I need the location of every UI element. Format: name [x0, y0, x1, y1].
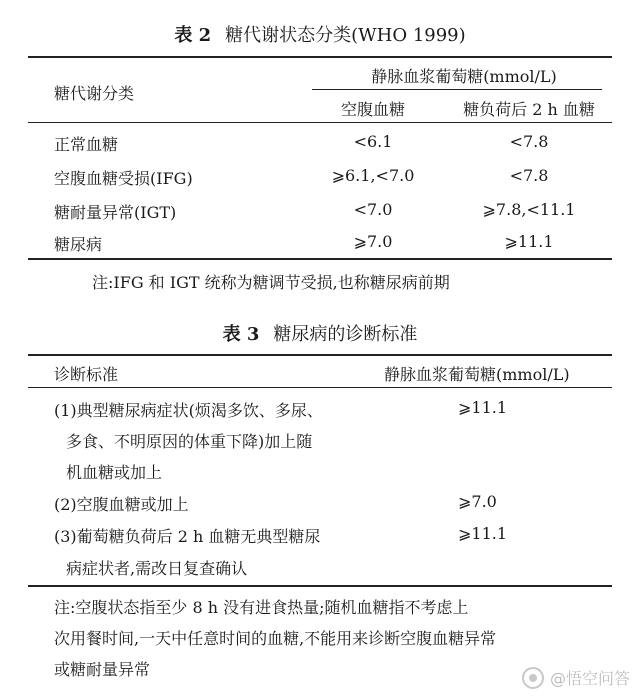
post-load-value: <7.8 [509, 166, 549, 185]
table2-title [0, 21, 640, 47]
watermark [522, 666, 630, 689]
fasting-value: <6.1 [353, 132, 393, 151]
table2-header-group: 静脉血浆葡萄糖(mmol/L) [371, 67, 557, 86]
fasting-value: ⩾6.1,<7.0 [331, 166, 415, 185]
table3-title-text: 糖尿病的诊断标准 [273, 324, 418, 345]
table3-title [0, 320, 640, 346]
glucose-threshold: ⩾7.0 [458, 492, 497, 511]
table2-header-post: 糖负荷后 2 h 血糖 [463, 100, 595, 119]
table2-group-rule [312, 89, 602, 90]
criteria-line: 病症状者,需改日复查确认 [66, 559, 248, 578]
table3-bottom-rule [28, 585, 612, 587]
watermark-text: @悟空问答 [549, 669, 630, 688]
table2-note: 注:IFG 和 IGT 统称为糖调节受损,也称糖尿病前期 [92, 273, 450, 292]
post-load-value: ⩾7.8,<11.1 [482, 200, 576, 219]
table2-header-rule [28, 122, 612, 123]
glucose-threshold: ⩾11.1 [458, 398, 508, 417]
post-load-value: ⩾11.1 [504, 232, 554, 251]
criteria-line: 多食、不明原因的体重下降)加上随 [66, 432, 313, 451]
table3-number: 表 3 [222, 324, 260, 345]
criteria-line: 机血糖或加上 [66, 463, 163, 482]
wukong-logo-icon [522, 667, 544, 689]
criteria-line: (3)葡萄糖负荷后 2 h 血糖无典型糖尿 [54, 527, 321, 546]
table2-header-category: 糖代谢分类 [54, 84, 135, 103]
table2-title-text: 糖代谢状态分类(WHO 1999) [225, 25, 466, 46]
table2-top-rule [28, 56, 612, 58]
table3-top-rule [28, 354, 612, 356]
post-load-value: <7.8 [509, 132, 549, 151]
glucose-threshold: ⩾11.1 [458, 524, 508, 543]
table3-note-line: 注:空腹状态指至少 8 h 没有进食热量;随机血糖指不考虑上 [54, 598, 469, 617]
criteria-line: (2)空腹血糖或加上 [54, 495, 189, 514]
table3-header-criteria: 诊断标准 [54, 365, 119, 384]
table3-header-value: 静脉血浆葡萄糖(mmol/L) [384, 365, 570, 384]
fasting-value: ⩾7.0 [353, 232, 393, 251]
criteria-line: (1)典型糖尿病症状(烦渴多饮、多尿、 [54, 401, 323, 420]
table3-note-line: 或糖耐量异常 [54, 660, 151, 679]
row-label: 糖尿病 [54, 235, 103, 254]
row-label: 空腹血糖受损(IFG) [54, 169, 193, 188]
table2-bottom-rule [28, 258, 612, 260]
table2-number: 表 2 [174, 25, 212, 46]
fasting-value: <7.0 [353, 200, 393, 219]
table3-note-line: 次用餐时间,一天中任意时间的血糖,不能用来诊断空腹血糖异常 [54, 629, 497, 648]
table2-header-fasting: 空腹血糖 [340, 100, 405, 119]
table3-header-rule [28, 387, 612, 388]
row-label: 糖耐量异常(IGT) [54, 203, 177, 222]
row-label: 正常血糖 [54, 135, 119, 154]
